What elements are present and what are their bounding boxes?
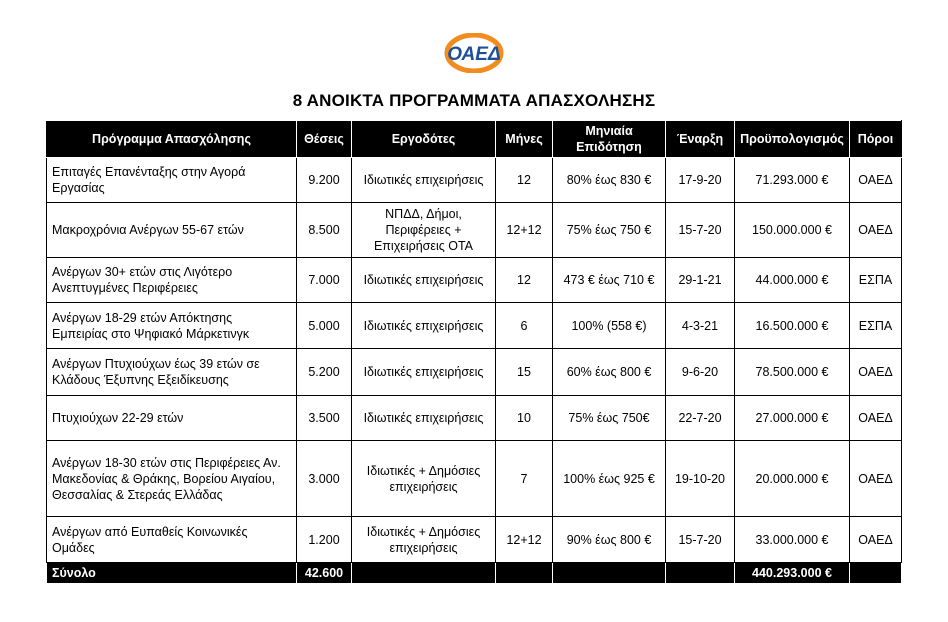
cell-employers: Ιδιωτικές επιχειρήσεις <box>352 258 496 303</box>
cell-employers: Ιδιωτικές + Δημόσιες επιχειρήσεις <box>352 517 496 563</box>
total-empty-cell <box>352 563 496 584</box>
cell-resources: ΟΑΕΔ <box>850 396 902 441</box>
cell-budget: 16.500.000 € <box>735 303 850 349</box>
total-positions: 42.600 <box>297 563 352 584</box>
cell-start: 9-6-20 <box>666 349 735 396</box>
cell-positions: 3.500 <box>297 396 352 441</box>
column-header-start: Έναρξη <box>666 121 735 158</box>
total-empty-cell <box>850 563 902 584</box>
cell-resources: ΕΣΠΑ <box>850 303 902 349</box>
table-row <box>47 517 902 563</box>
cell-employers: Ιδιωτικές επιχειρήσεις <box>352 396 496 441</box>
cell-months: 10 <box>496 396 553 441</box>
total-empty-cell <box>496 563 553 584</box>
column-header-program: Πρόγραμμα Απασχόλησης <box>47 121 297 158</box>
cell-positions: 5.000 <box>297 303 352 349</box>
table-row <box>47 158 902 203</box>
column-header-subsidy: Μηνιαία Επιδότηση <box>553 121 666 158</box>
column-header-resources: Πόροι <box>850 121 902 158</box>
cell-employers: Ιδιωτικές επιχειρήσεις <box>352 349 496 396</box>
table-row <box>47 349 902 396</box>
cell-months: 7 <box>496 441 553 517</box>
cell-months: 12 <box>496 258 553 303</box>
cell-subsidy: 60% έως 800 € <box>553 349 666 396</box>
cell-budget: 71.293.000 € <box>735 158 850 203</box>
cell-subsidy: 100% (558 €) <box>553 303 666 349</box>
cell-subsidy: 75% έως 750 € <box>553 203 666 258</box>
cell-resources: ΕΣΠΑ <box>850 258 902 303</box>
cell-resources: ΟΑΕΔ <box>850 203 902 258</box>
cell-start: 22-7-20 <box>666 396 735 441</box>
table-row <box>47 303 902 349</box>
total-row <box>47 563 902 584</box>
cell-months: 12+12 <box>496 517 553 563</box>
cell-budget: 20.000.000 € <box>735 441 850 517</box>
cell-program: Ανέργων Πτυχιούχων έως 39 ετών σε Κλάδους Έξυπνης Εξειδίκευσης <box>47 349 297 396</box>
cell-start: 15-7-20 <box>666 517 735 563</box>
column-header-positions: Θέσεις <box>297 121 352 158</box>
cell-start: 4-3-21 <box>666 303 735 349</box>
total-budget: 440.293.000 € <box>735 563 850 584</box>
cell-positions: 7.000 <box>297 258 352 303</box>
cell-months: 6 <box>496 303 553 349</box>
page-title: 8 ΑΝΟΙΚΤΑ ΠΡΟΓΡΑΜΜΑΤΑ ΑΠΑΣΧΟΛΗΣΗΣ <box>292 91 656 110</box>
table-row <box>47 203 902 258</box>
cell-resources: ΟΑΕΔ <box>850 158 902 203</box>
cell-positions: 3.000 <box>297 441 352 517</box>
cell-resources: ΟΑΕΔ <box>850 349 902 396</box>
cell-start: 15-7-20 <box>666 203 735 258</box>
total-empty-cell <box>666 563 735 584</box>
cell-positions: 5.200 <box>297 349 352 396</box>
table-row <box>47 396 902 441</box>
column-header-budget: Προϋπολογισμός <box>735 121 850 158</box>
cell-program: Ανέργων 30+ ετών στις Λιγότερο Ανεπτυγμένες Περιφέρειες <box>47 258 297 303</box>
cell-resources: ΟΑΕΔ <box>850 441 902 517</box>
table-header-row <box>47 121 902 158</box>
oaed-logo <box>444 33 504 73</box>
total-empty-cell <box>553 563 666 584</box>
cell-program: Ανέργων 18-30 ετών στις Περιφέρειες Αν. Μακεδονίας & Θράκης, Βορείου Αιγαίου, Θεσσαλίας & Στερεάς Ελλάδας <box>47 441 297 517</box>
cell-subsidy: 75% έως 750€ <box>553 396 666 441</box>
column-header-employers: Εργοδότες <box>352 121 496 158</box>
cell-positions: 8.500 <box>297 203 352 258</box>
cell-employers: Ιδιωτικές επιχειρήσεις <box>352 158 496 203</box>
logo-text: ΟΑΕΔ <box>447 44 501 65</box>
cell-budget: 78.500.000 € <box>735 349 850 396</box>
cell-budget: 33.000.000 € <box>735 517 850 563</box>
cell-months: 12 <box>496 158 553 203</box>
cell-positions: 9.200 <box>297 158 352 203</box>
cell-employers: Ιδιωτικές + Δημόσιες επιχειρήσεις <box>352 441 496 517</box>
cell-employers: ΝΠΔΔ, Δήμοι, Περιφέρειες + Επιχειρήσεις ΟΤΑ <box>352 203 496 258</box>
cell-budget: 44.000.000 € <box>735 258 850 303</box>
cell-program: Ανέργων από Ευπαθείς Κοινωνικές Ομάδες <box>47 517 297 563</box>
cell-start: 29-1-21 <box>666 258 735 303</box>
cell-months: 12+12 <box>496 203 553 258</box>
cell-program: Επιταγές Επανένταξης στην Αγορά Εργασίας <box>47 158 297 203</box>
cell-program: Πτυχιούχων 22-29 ετών <box>47 396 297 441</box>
cell-budget: 27.000.000 € <box>735 396 850 441</box>
cell-program: Ανέργων 18-29 ετών Απόκτησης Εμπειρίας στο Ψηφιακό Μάρκετινγκ <box>47 303 297 349</box>
oaed-logo-graphic <box>444 33 504 73</box>
cell-subsidy: 100% έως 925 € <box>553 441 666 517</box>
cell-positions: 1.200 <box>297 517 352 563</box>
cell-budget: 150.000.000 € <box>735 203 850 258</box>
cell-subsidy: 473 € έως 710 € <box>553 258 666 303</box>
table-row <box>47 258 902 303</box>
cell-subsidy: 90% έως 800 € <box>553 517 666 563</box>
programs-table <box>46 120 902 584</box>
cell-start: 19-10-20 <box>666 441 735 517</box>
cell-employers: Ιδιωτικές επιχειρήσεις <box>352 303 496 349</box>
cell-subsidy: 80% έως 830 € <box>553 158 666 203</box>
cell-resources: ΟΑΕΔ <box>850 517 902 563</box>
cell-program: Μακροχρόνια Ανέργων 55-67 ετών <box>47 203 297 258</box>
total-label: Σύνολο <box>47 563 297 584</box>
cell-months: 15 <box>496 349 553 396</box>
cell-start: 17-9-20 <box>666 158 735 203</box>
column-header-months: Μήνες <box>496 121 553 158</box>
table-row <box>47 441 902 517</box>
